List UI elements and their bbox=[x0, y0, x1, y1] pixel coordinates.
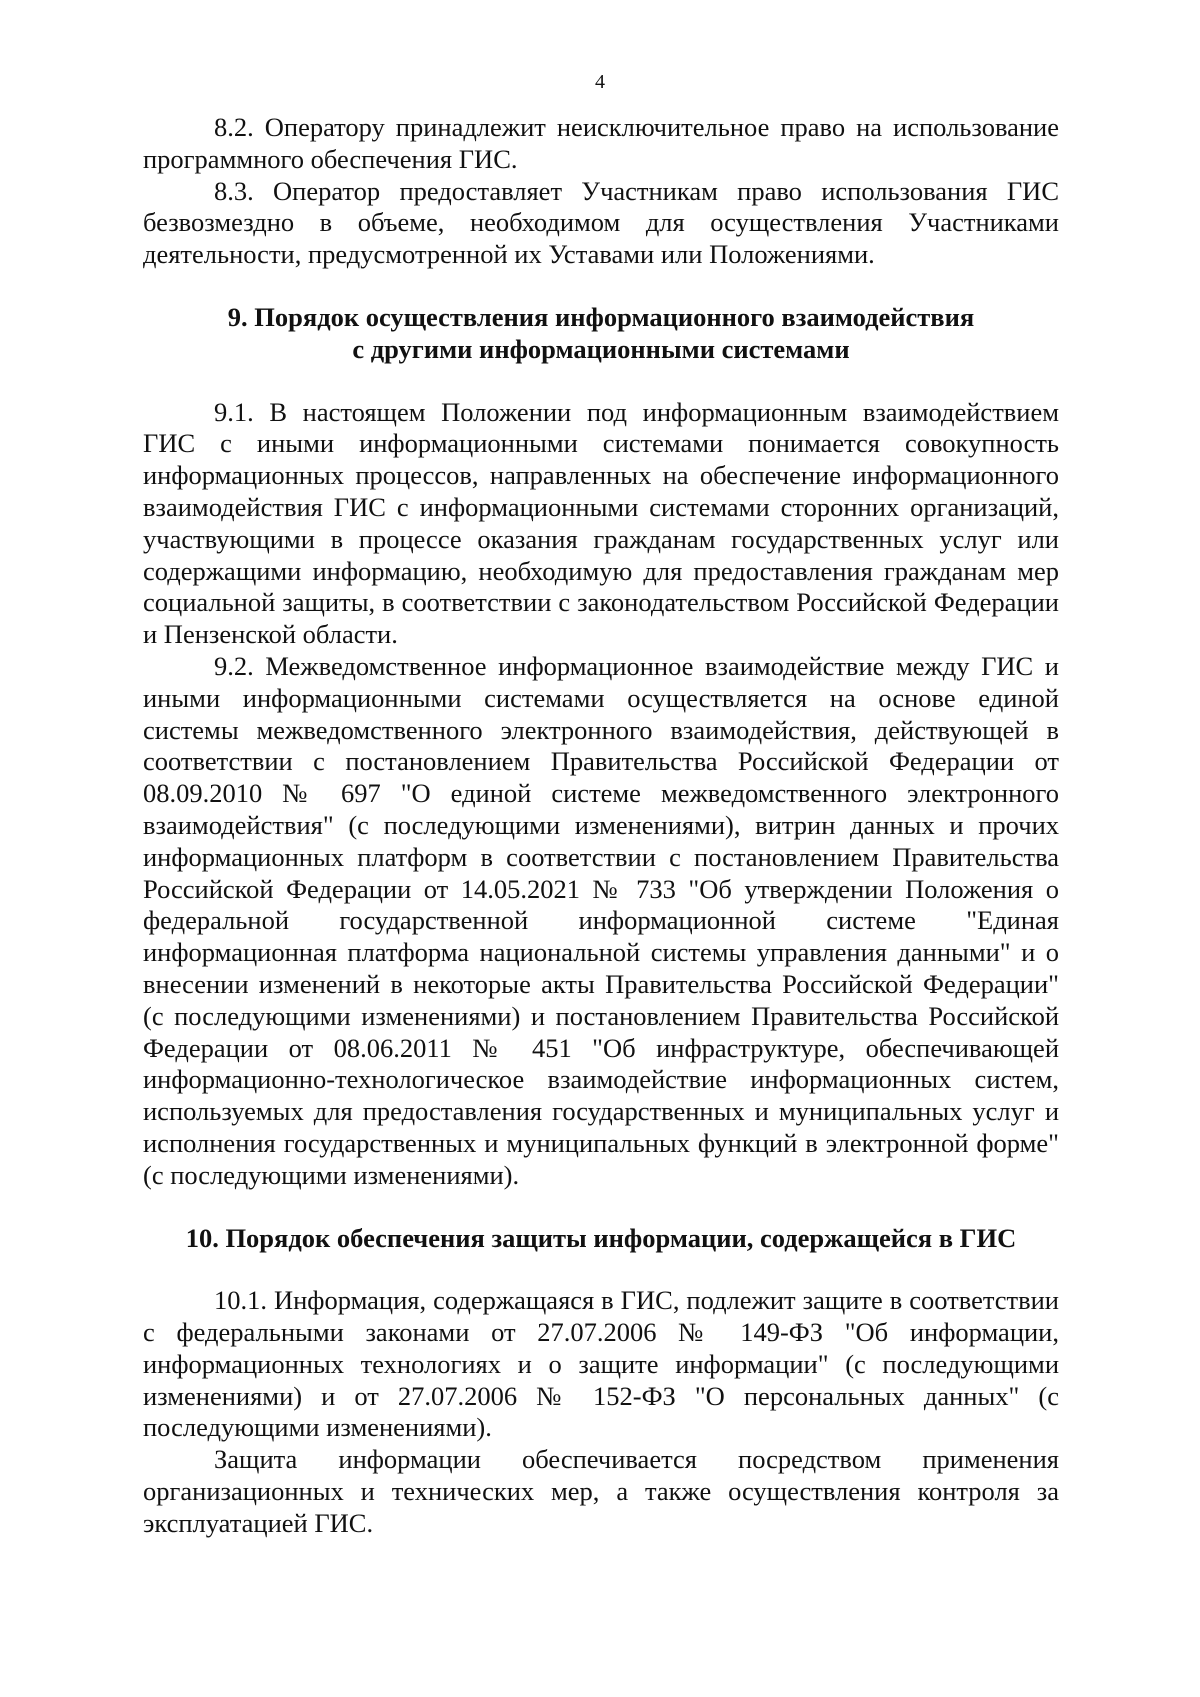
spacer bbox=[143, 1192, 1059, 1223]
page-number: 4 bbox=[595, 71, 605, 93]
spacer bbox=[143, 366, 1059, 397]
paragraph-10-2: Защита информации обеспечивается посредством применения организационных и технических мер, а также осуществления контроля за эксплуатацией ГИС. bbox=[143, 1444, 1059, 1538]
paragraph-10-1: 10.1. Информация, содержащаяся в ГИС, подлежит защите в соответствии с федеральными законами от 27.07.2006 № 149-ФЗ "Об информации, информационных технологиях и о защите информации" (с последующими изменениями) и от 27.07.2006 № 152-ФЗ "О персональных данных" (с последующими изменениями). bbox=[143, 1285, 1059, 1443]
paragraph-8-3: 8.3. Оператор предоставляет Участникам право использования ГИС безвозмездно в объеме, необходимом для осуществления Участниками деятельности, предусмотренной их Уставами или Положениями. bbox=[143, 175, 1059, 270]
section-9-heading-line-1: 9. Порядок осуществления информационного взаимодействия bbox=[227, 301, 975, 332]
spacer bbox=[143, 1254, 1059, 1285]
section-10-heading: 10. Порядок обеспечения защиты информации, содержащейся в ГИС bbox=[185, 1222, 1017, 1253]
section-9-heading-line-2: с другими информационными системами bbox=[352, 333, 850, 364]
spacer bbox=[143, 271, 1059, 302]
paragraph-9-1: 9.1. В настоящем Положении под информационным взаимодействием ГИС с иными информационными системами понимается совокупность информационных процессов, направленных на обеспечение информационного взаимодействия ГИС с информационными системами сторонних организаций, участвующими в процессе оказания гражданам государственных услуг или содержащими информацию, необходимую для предоставления гражданам мер социальной защиты, в соответствии с законодательством Российской Федерации и Пензенской области. bbox=[143, 396, 1059, 650]
paragraph-8-2: 8.2. Оператору принадлежит неисключительное право на использование программного обеспечения ГИС. bbox=[143, 112, 1059, 174]
document-body bbox=[143, 112, 1059, 1540]
section-9-heading bbox=[143, 302, 1059, 366]
paragraph-9-2: 9.2. Межведомственное информационное взаимодействие между ГИС и иными информационными системами осуществляется на основе единой системы межведомственного электронного взаимодействия, действующей в соответствии с постановлением Правительства Российской Федерации от 08.09.2010 № 697 "О единой системе межведомственного электронного взаимодействия" (с последующими изменениями), витрин данных и прочих информационных платформ в соответствии с постановлением Правительства Российской Федерации от 14.05.2021 № 733 "Об утверждении Положения о федеральной государственной информационной системе "Единая информационная платформа национальной системы управления данными" и о внесении изменений в некоторые акты Правительства Российской Федерации" (с последующими изменениями) и постановлением Правительства Российской Федерации от 08.06.2011 № 451 "Об инфраструктуре, обеспечивающей информационно-технологическое взаимодействие информационных систем, используемых для предоставления государственных и муниципальных услуг и исполнения государственных и муниципальных функций в электронной форме" (с последующими изменениями). bbox=[143, 650, 1059, 1190]
